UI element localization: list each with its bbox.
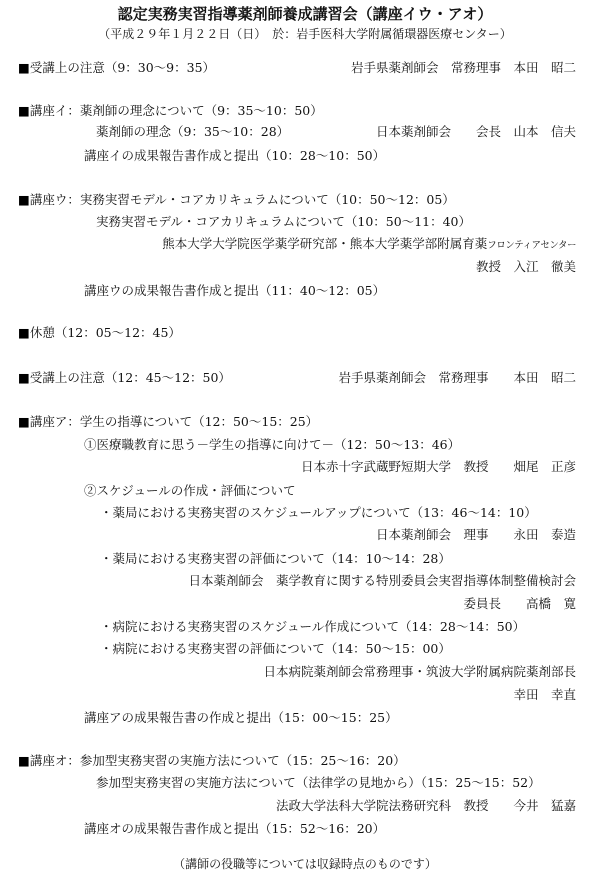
page-title: 認定実務実習指導薬剤師養成講習会（講座イウ・アオ） — [117, 5, 493, 23]
speaker: 日本薬剤師会 会長 山本 信夫 — [375, 124, 576, 139]
section-course-i — [18, 103, 323, 119]
speaker-affiliation: 日本薬剤師会 薬学教育に関する特別委員会実習指導体制整備検討会 — [188, 573, 576, 588]
bullet-mark: ■ — [18, 325, 30, 340]
speaker: 岩手県薬剤師会 常務理事 本田 昭二 — [350, 60, 576, 75]
speaker-affiliation: 日本病院薬剤師会常務理事・筑波大学附属病院薬剤部長 — [263, 664, 576, 679]
affiliation-text: 熊本大学大学院医学薬学研究部・熊本大学薬学部附属育薬 — [162, 236, 488, 251]
lecture-subtitle: ・薬局における実務実習のスケジュールアップについて（13：46〜14：10） — [100, 505, 537, 520]
lecture-title: 実務実習モデル・コアカリキュラムについて（10：50〜11：40） — [96, 214, 471, 229]
section-label: 講座イ：薬剤師の理念について（9：35〜10：50） — [29, 103, 323, 118]
section-opening-notes — [18, 60, 215, 76]
section-label: 休憩（12：05〜12：45） — [29, 325, 181, 340]
section-break — [18, 325, 181, 341]
speaker: 岩手県薬剤師会 常務理事 本田 昭二 — [338, 370, 576, 385]
section-afternoon-notes — [18, 370, 231, 386]
speaker: 日本赤十字武蔵野短期大学 教授 畑尾 正彦 — [300, 459, 576, 474]
section-label: 講座ア：学生の指導について（12：50〜15：25） — [29, 414, 319, 429]
section-label: 受講上の注意（12：45〜12：50） — [29, 370, 231, 385]
bullet-mark: ■ — [18, 753, 30, 768]
speaker: 法政大学法科大学院法務研究科 教授 今井 猛嘉 — [275, 798, 576, 813]
bullet-mark: ■ — [18, 414, 30, 429]
lecture-subtitle: ・病院における実務実習の評価について（14：50〜15：00） — [100, 641, 451, 656]
speaker-affiliation — [162, 236, 576, 254]
lecture-title: 参加型実務実習の実施方法について（法律学の見地から）（15：25〜15：52） — [96, 775, 541, 790]
bullet-mark: ■ — [18, 103, 30, 118]
event-info: （平成２９年１月２２日（日） 於：岩手医科大学附属循環器医療センター） — [98, 27, 512, 41]
lecture-title: ②スケジュールの作成・評価について — [84, 483, 296, 498]
bullet-mark: ■ — [18, 60, 30, 75]
bullet-mark: ■ — [18, 370, 30, 385]
section-course-a — [18, 414, 318, 430]
footer-note: （講師の役職等については収録時点のものです） — [173, 857, 437, 871]
section-course-u — [18, 192, 455, 208]
lecture-title: 薬剤師の理念（9：35〜10：28） — [96, 124, 290, 139]
speaker: 委員長 高橋 寛 — [463, 596, 576, 611]
speaker: 日本薬剤師会 理事 永田 泰造 — [375, 527, 576, 542]
section-label: 講座オ：参加型実務実習の実施方法について（15：25〜16：20） — [29, 753, 406, 768]
lecture-subtitle: ・病院における実務実習のスケジュール作成について（14：28〜14：50） — [100, 619, 526, 634]
report-item: 講座アの成果報告書の作成と提出（15：00〜15：25） — [84, 710, 398, 725]
affiliation-suffix: フロンティアセンター — [487, 240, 576, 251]
report-item: 講座オの成果報告書作成と提出（15：52〜16：20） — [84, 821, 386, 836]
speaker: 幸田 幸直 — [513, 687, 576, 702]
report-item: 講座イの成果報告書作成と提出（10：28〜10：50） — [84, 148, 386, 163]
speaker: 教授 入江 徹美 — [475, 259, 576, 274]
section-label: 講座ウ：実務実習モデル・コアカリキュラムについて（10：50〜12：05） — [29, 192, 455, 207]
section-label: 受講上の注意（9：30〜9：35） — [29, 60, 216, 75]
lecture-title: ①医療職教育に思う－学生の指導に向けて－（12：50〜13：46） — [84, 437, 461, 452]
report-item: 講座ウの成果報告書作成と提出（11：40〜12：05） — [84, 283, 386, 298]
lecture-subtitle: ・薬局における実務実習の評価について（14：10〜14：28） — [100, 551, 451, 566]
bullet-mark: ■ — [18, 192, 30, 207]
section-course-o — [18, 753, 406, 769]
